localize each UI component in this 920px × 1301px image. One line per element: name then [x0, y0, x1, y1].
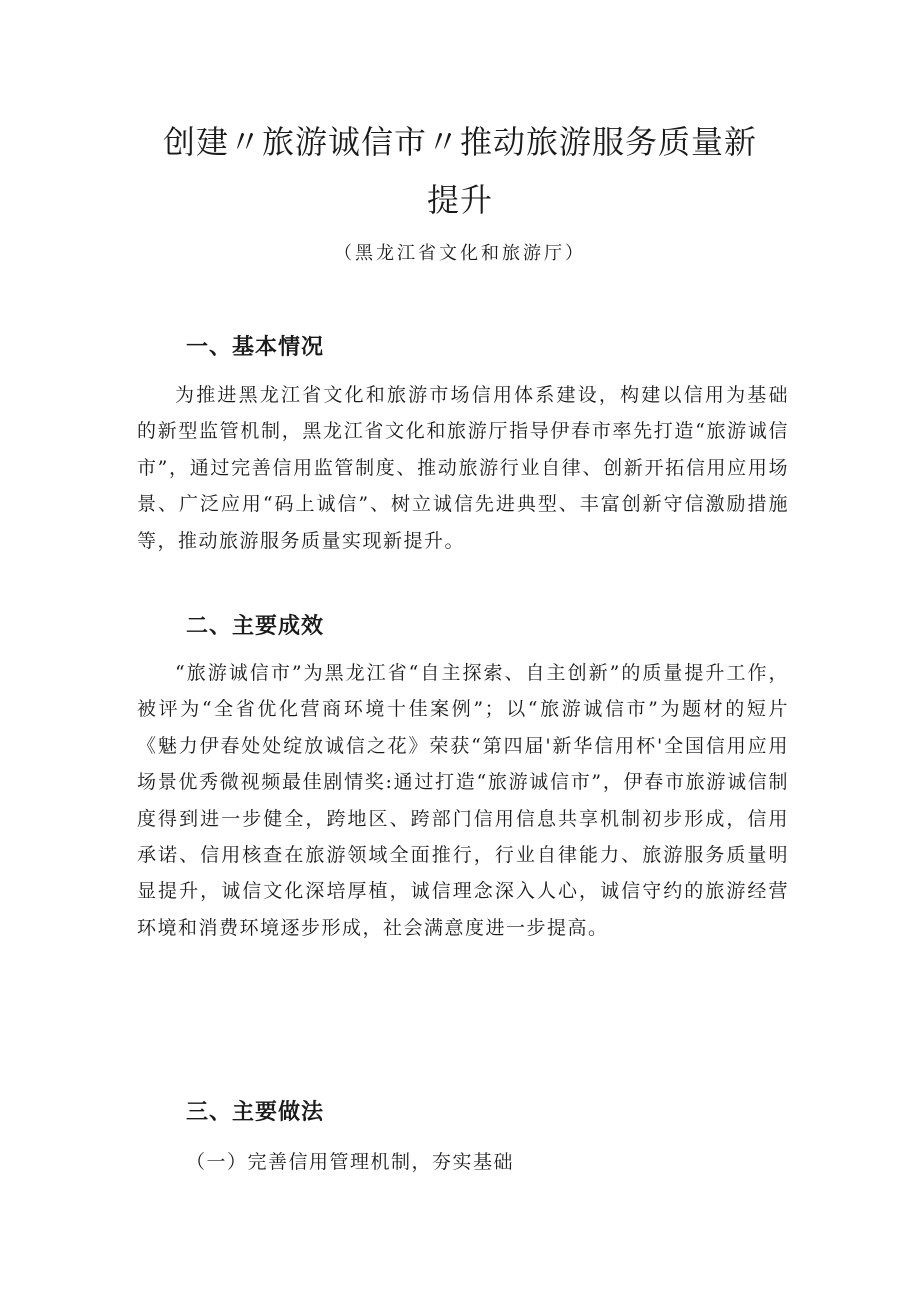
section-heading-basic-situation: 一、基本情况 [186, 335, 325, 360]
section-heading-main-results: 二、主要成效 [186, 614, 325, 639]
section-paragraph-main-results: “旅游诚信市”为黑龙江省“自主探索、自主创新”的质量提升工作，被评为“全省优化营商环境十佳案例”；以“旅游诚信市”为题材的短片《魅力伊春处处绽放诚信之花》荣获“第四届'新华信用杯'全国信用应用场景优秀微视频最佳剧情奖:通过打造“旅游诚信市”，伊春市旅游诚信制度得到进一步健全，跨地区、跨部门信用信息共享机制初步形成，信用承诺、信用核查在旅游领域全面推行，行业自律能力、旅游服务质量明显提升，诚信文化深培厚植，诚信理念深入人心，诚信守约的旅游经营环境和消费环境逐步形成，社会满意度进一步提高。 [137, 662, 789, 939]
document-author: （黑龙江省文化和旅游厅） [334, 243, 586, 264]
section-paragraph-basic-situation: 为推进黑龙江省文化和旅游市场信用体系建设，构建以信用为基础的新型监管机制，黑龙江省文化和旅游厅指导伊春市率先打造“旅游诚信市”，通过完善信用监管制度、推动旅游行业自律、创新开拓信用应用场景、广泛应用“码上诚信”、树立诚信先进典型、丰富创新守信激励措施等，推动旅游服务质量实现新提升。 [137, 384, 789, 552]
document-title-line-2: 提升 [426, 181, 493, 219]
subsection-heading-credit-mechanism: （一）完善信用管理机制，夯实基础 [186, 1151, 515, 1173]
document-title-line-1: 创建〃旅游诚信市〃推动旅游服务质量新 [162, 123, 757, 161]
section-heading-main-practices: 三、主要做法 [186, 1100, 325, 1125]
